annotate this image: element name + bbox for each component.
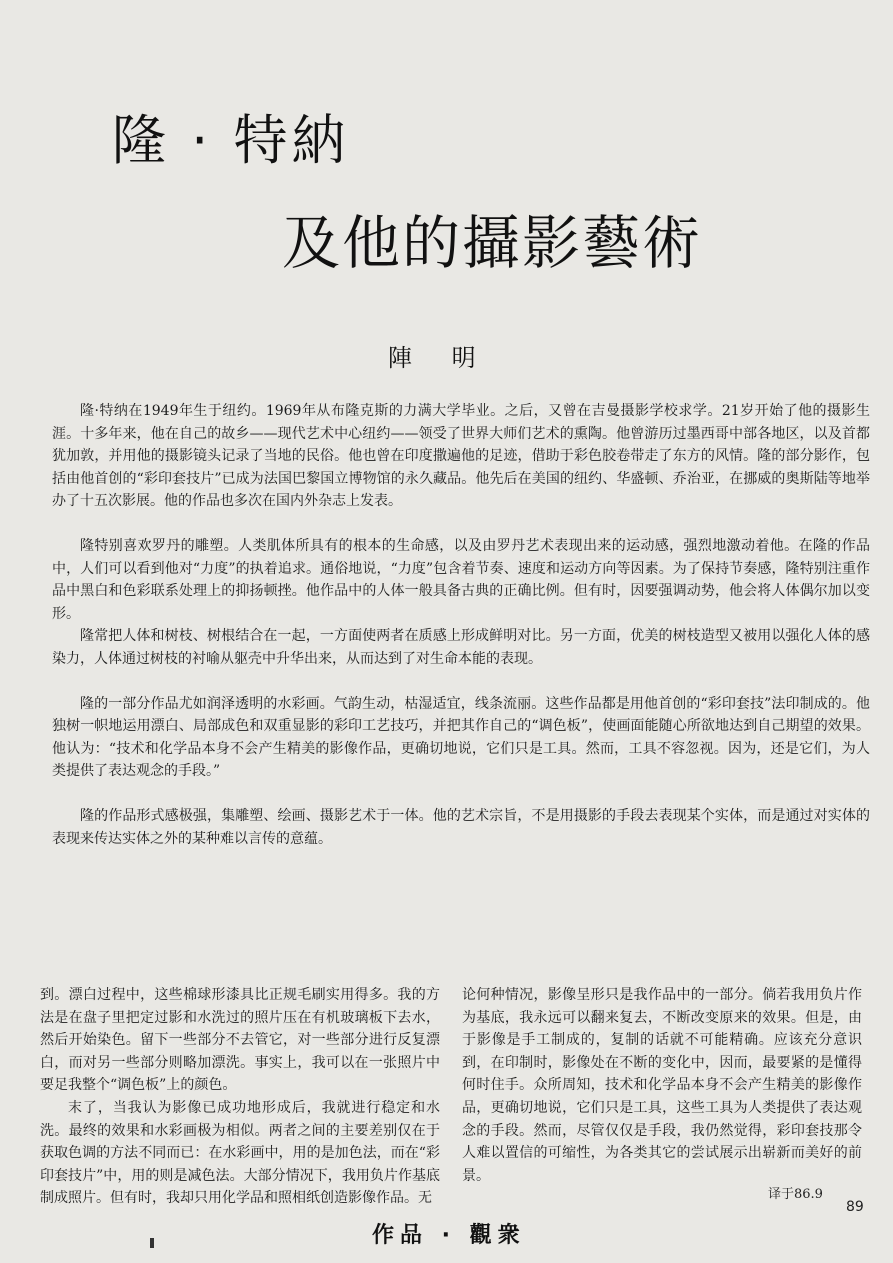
column-paragraph: 论何种情况，影像呈形只是我作品中的一部分。倘若我用负片作为基底，我永远可以翻来复去，不断改变原来的效果。但是，由于影像是手工制成的，复制的话就不可能精确。应该充分意识到，在印制时，影像处在不断的变化中，因而，最要紧的是懂得何时住手。众所周知，技术和化学品本身不会产生精美的影像作品，更确切地说，它们只是工具，这些工具为人类提供了表达观念的手段。然而，尽管仅仅是手段，我仍然觉得，彩印套技那令人难以置信的可缩性，为各类其它的尝试展示出崭新而美好的前景。 — [462, 987, 862, 1184]
page-number: 89 — [846, 1199, 864, 1215]
author-name: 陣 明 — [388, 344, 492, 372]
column-paragraph: 到。漂白过程中，这些棉球形漆具比正规毛刷实用得多。我的方法是在盘子里把定过影和水洗过的照片压在有机玻璃板下去水，然后开始染色。留下一些部分不去管它，对一些部分进行反复漂白，而对另一些部分则略加漂洗。事实上，我可以在一张照片中要足我整个“调色板”上的颜色。 — [40, 987, 440, 1094]
intro-paragraph: 隆的一部分作品尤如润泽透明的水彩画。气韵生动，枯湿适宜，线条流丽。这些作品都是用他首创的“彩印套技”法印制成的。他独树一帜地运用漂白、局部成色和双重显影的彩印工艺技巧，并把其作自己的“调色板”，使画面能随心所欲地达到自己期望的效果。他认为：“技术和化学品本身不会产生精美的影像作品，更确切地说，它们只是工具。然而，工具不容忽视。因为，还是它们，为人类提供了表达观念的手段。” — [52, 695, 870, 780]
translation-date: 译于86.9 — [768, 1187, 823, 1202]
intro-paragraph: 隆常把人体和树枝、树根结合在一起，一方面使两者在质感上形成鲜明对比。另一方面，优美的树枝造型又被用以强化人体的感染力，人体通过树枝的衬喻从躯壳中升华出来，从而达到了对生命本能的表现。 — [52, 628, 870, 667]
intro-paragraph: 隆的作品形式感极强，集雕塑、绘画、摄影艺术于一体。他的艺术宗旨，不是用摄影的手段去表现某个实体，而是通过对实体的表现来传达实体之外的某种难以言传的意蕴。 — [52, 807, 870, 847]
intro-paragraph: 隆特别喜欢罗丹的雕塑。人类肌体所具有的根本的生命感，以及由罗丹艺术表现出来的运动感，强烈地激动着他。在隆的作品中，人们可以看到他对“力度”的执着追求。通俗地说，“力度”包含着节奏、速度和运动方向等因素。为了保持节奏感，隆特别注重作品中黑白和色彩联系处理上的抑扬顿挫。他作品中的人体一般具备古典的正确比例。但有时，因要强调动势，他会将人体偶尔加以变形。 — [52, 537, 870, 622]
right-column — [462, 984, 862, 1187]
intro-paragraph: 隆·特纳在1949年生于纽约。1969年从布隆克斯的力满大学毕业。之后，又曾在吉曼摄影学校求学。21岁开始了他的摄影生涯。十多年来，他在自己的故乡——现代艺术中心纽约——领受了世界大师们艺术的熏陶。他曾游历过墨西哥中部各地区，以及首都犹加敦，并用他的摄影镜头记录了当地的民俗。他也曾在印度撒遍他的足迹，借助于彩色胶卷带走了东方的风情。隆的部分影作，包括由他首创的“彩印套技片”已成为法国巴黎国立博物馆的永久藏品。他先后在美国的纽约、华盛顿、乔治亚，在挪威的奥斯陆等地举办了十五次影展。他的作品也多次在国内外杂志上发表。 — [52, 403, 870, 510]
article-title-line1: 隆 · 特納 — [112, 109, 350, 172]
section-footer: 作品 · 觀衆 — [372, 1223, 526, 1248]
left-column — [40, 984, 440, 1210]
article-title-line2: 及他的攝影藝術 — [282, 209, 703, 277]
scan-mark — [150, 1238, 154, 1248]
intro-section — [52, 400, 870, 850]
column-paragraph: 末了，当我认为影像已成功地形成后，我就进行稳定和水洗。最终的效果和水彩画极为相似。两者之间的主要差别仅在于获取色调的方法不同而已：在水彩画中，用的是加色法，而在“彩印套技片”中，用的则是减色法。大部分情况下，我用负片作基底制成照片。但有时，我却只用化学品和照相纸创造影像作品。无 — [40, 1099, 440, 1207]
